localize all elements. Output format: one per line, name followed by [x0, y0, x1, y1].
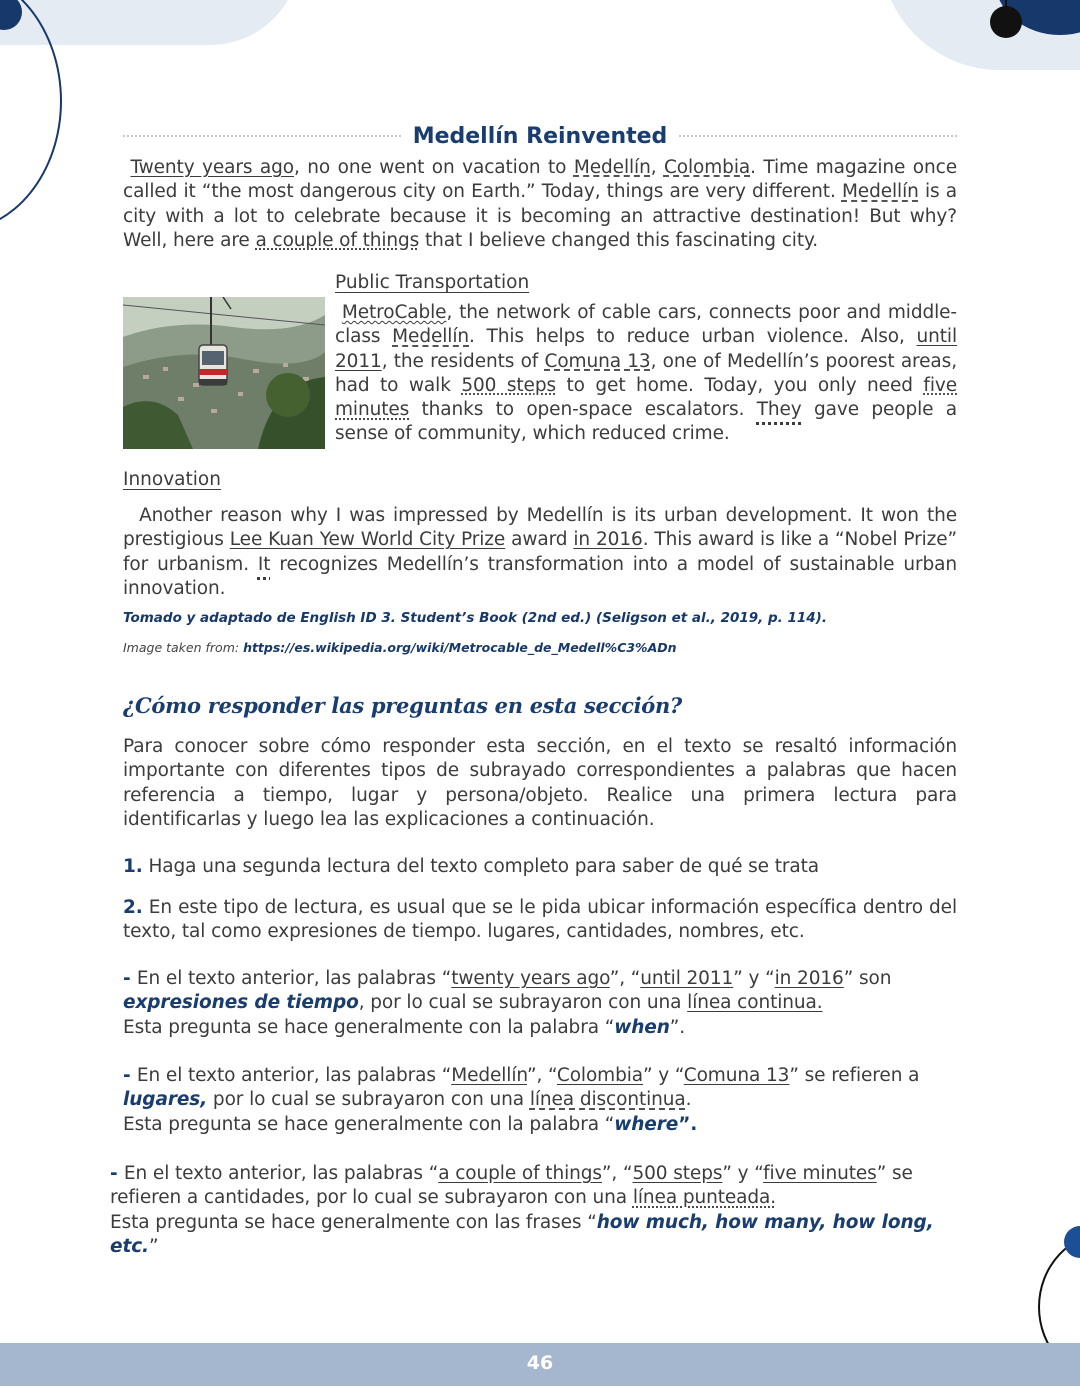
- image-credit: [123, 640, 957, 655]
- person-object-expression: Lee Kuan Yew World City Prize: [229, 529, 506, 551]
- intro-paragraph: Twenty years ago, no one went on vacation to Medellín, Colombia. Time magazine once called it “the most dangerous city on Earth.” Today, things are very different. Medellín is a city with a lot to celebrate because it is becoming an attractive destination! But why? Well, here are a couple of things that I believe changed this fascinating city.: [123, 157, 957, 251]
- place-expression: Colombia: [663, 157, 751, 178]
- quantity-expression: five minutes: [335, 374, 957, 421]
- person-object-expression: MetroCable: [341, 302, 447, 323]
- section-heading-public-transportation: Public Transportation: [335, 272, 530, 293]
- guide-step-2: 2. En este tipo de lectura, es usual que se le pida ubicar información específica dentro del texto, tal como expresiones de tiempo. lugares, cantidades, nombres, etc.: [123, 897, 957, 943]
- pronoun-reference: It: [257, 553, 271, 575]
- place-expression: Medellín: [573, 157, 651, 178]
- quantity-expression: 500 steps: [461, 374, 557, 396]
- step-number: 2.: [123, 897, 143, 918]
- section-heading-innovation: Innovation: [123, 469, 221, 490]
- image-credit-label: Image taken from:: [123, 640, 244, 655]
- guide-heading: ¿Cómo responder las preguntas en esta sección?: [123, 693, 682, 718]
- step-number: 1.: [123, 856, 143, 877]
- source-citation: Tomado y adaptado de English ID 3. Student’s Book (2nd ed.) (Seligson et al., 2019, p. 114).: [123, 610, 827, 626]
- title-rule-left: [123, 135, 401, 137]
- time-expression: until 2011: [335, 326, 957, 372]
- metrocable-photo-svg: [123, 297, 325, 449]
- image-credit-link[interactable]: https://es.wikipedia.org/wiki/Metrocable_de_Medell%C3%ADn: [243, 640, 677, 655]
- public-transportation-paragraph: MetroCable, the network of cable cars, connects poor and middle-class Medellín. This helps to reduce urban violence. Also, until 2011, the residents of Comuna 13, one of Medellín’s poorest areas, had to walk 500 steps to get home. Today, you only need five minutes thanks to open-space escalators. They gave people a sense of community, which reduced crime.: [335, 302, 958, 445]
- page-number: 46: [526, 1352, 554, 1374]
- place-expression: Comuna 13: [544, 350, 651, 372]
- guide-step-1: 1. Haga una segunda lectura del texto completo para saber de qué se trata: [123, 856, 820, 877]
- article-title-row: [123, 118, 957, 154]
- guide-place-expressions: - En el texto anterior, las palabras “Medellín”, “Colombia” y “Comuna 13” se refieren a lugares, por lo cual se subrayaron con una línea discontinua. Esta pregunta se hace generalmente con la palabra “where”.: [123, 1065, 920, 1135]
- title-rule-right: [679, 135, 957, 137]
- decorative-dot-top-right: [990, 6, 1022, 38]
- innovation-paragraph: Another reason why I was impressed by Medellín is its urban development. It won the prestigious Lee Kuan Yew World City Prize award in 2016. This award is like a “Nobel Prize” for urbanism. It recognizes Medellín’s transformation into a model of sustainable urban innovation.: [123, 505, 958, 599]
- place-expression: Medellín: [841, 181, 919, 203]
- guide-time-expressions: - En el texto anterior, las palabras “twenty years ago”, “until 2011” y “in 2016” son expresiones de tiempo, por lo cual se subrayaron con una línea continua. Esta pregunta se hace generalmente con la palabra “when”.: [123, 968, 892, 1038]
- guide-intro: Para conocer sobre cómo responder esta sección, en el texto se resaltó información importante con diferentes tipos de subrayado correspondientes a palabras que hacen referencia a tiempo, lugar y persona/objeto. Realice una primera lectura para identificarlas y luego lea las explicaciones a continuación.: [123, 736, 957, 830]
- metrocable-photo: [123, 297, 325, 449]
- guide-quantity-expressions: - En el texto anterior, las palabras “a couple of things”, “500 steps” y “five minutes” se refieren a cantidades, por lo cual se subrayaron con una línea punteada. Esta pregunta se hace generalmente con las frases “how much, how many, how long, etc.”: [110, 1163, 934, 1257]
- pronoun-reference: They: [756, 399, 802, 421]
- quantity-expression: a couple of things: [255, 229, 420, 251]
- time-expression: Twenty years ago: [130, 157, 295, 178]
- place-expression: Medellín: [392, 326, 469, 348]
- time-expression: in 2016: [573, 529, 643, 551]
- article-title: Medellín Reinvented: [412, 123, 668, 149]
